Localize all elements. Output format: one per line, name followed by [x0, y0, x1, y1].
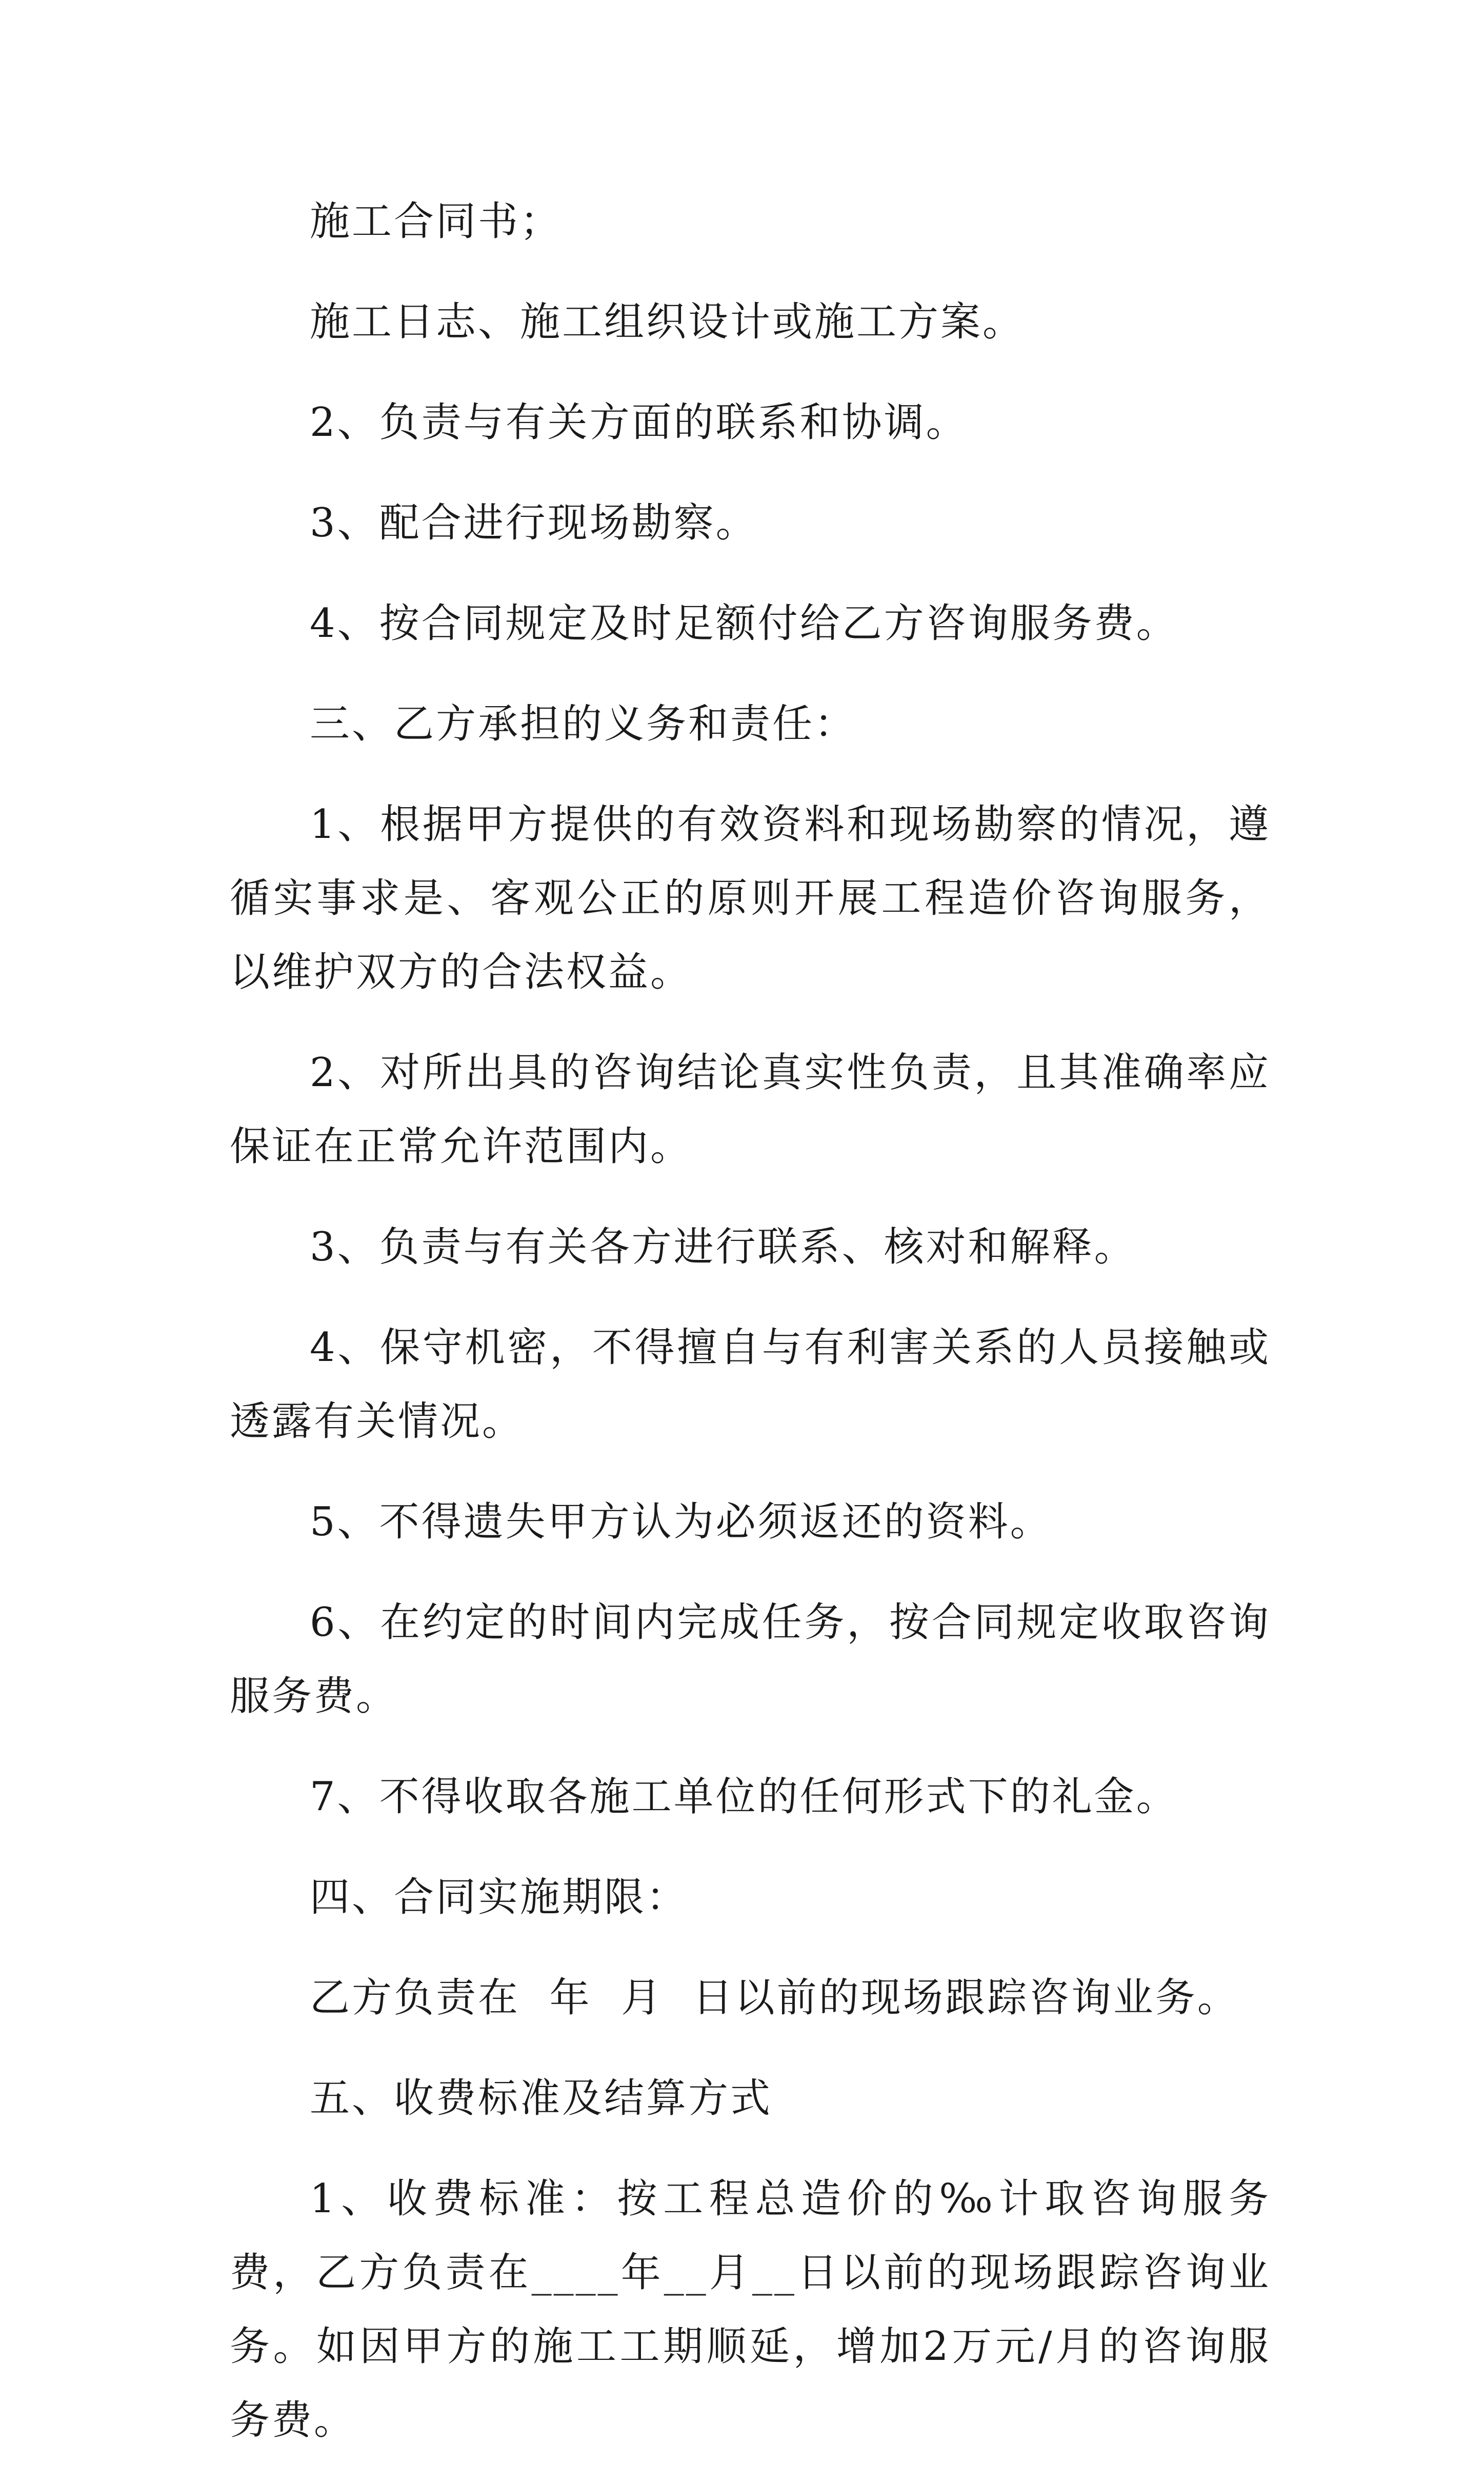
paragraph-5: 4、按合同规定及时足额付给乙方咨询服务费。: [310, 600, 1178, 647]
paragraph-12: 6、在约定的时间内完成任务，按合同规定收取咨询服务费。: [230, 1599, 1271, 1719]
paragraph-8: 2、对所出具的咨询结论真实性负责，且其准确率应保证在正常允许范围内。: [230, 1050, 1271, 1170]
paragraph-9: 3、负责与有关各方进行联系、核对和解释。: [310, 1224, 1136, 1270]
paragraph-3: 2、负责与有关方面的联系和协调。: [310, 399, 968, 446]
paragraph-1: 施工合同书；: [310, 198, 563, 245]
paragraph-2: 施工日志、施工组织设计或施工方案。: [310, 299, 1025, 345]
paragraph-13: 7、不得收取各施工单位的任何形式下的礼金。: [310, 1774, 1178, 1820]
paragraph-15: 乙方负责在 年 月 日以前的现场跟踪咨询业务。: [310, 1975, 1239, 2021]
paragraph-17: 1、收费标准：按工程总造价的‰计取咨询服务费，乙方负责在____年__月__日以前的现场跟踪咨询业务。如因甲方的施工工期顺延，增加2万元/月的咨询服务费。: [230, 2176, 1271, 2443]
paragraph-11: 5、不得遗失甲方认为必须返还的资料。: [310, 1499, 1052, 1545]
paragraph-10: 4、保守机密，不得擅自与有利害关系的人员接触或透露有关情况。: [230, 1325, 1271, 1445]
section-heading-4: 四、合同实施期限：: [310, 1874, 689, 1920]
section-heading-3: 三、乙方承担的义务和责任：: [310, 701, 857, 747]
document-body: [230, 185, 1271, 2484]
section-heading-5: 五、收费标准及结算方式: [310, 2075, 773, 2121]
paragraph-7: 1、根据甲方提供的有效资料和现场勘察的情况，遵循实事求是、客观公正的原则开展工程造价咨询服务，以维护双方的合法权益。: [230, 802, 1271, 995]
paragraph-4: 3、配合进行现场勘察。: [310, 500, 758, 546]
